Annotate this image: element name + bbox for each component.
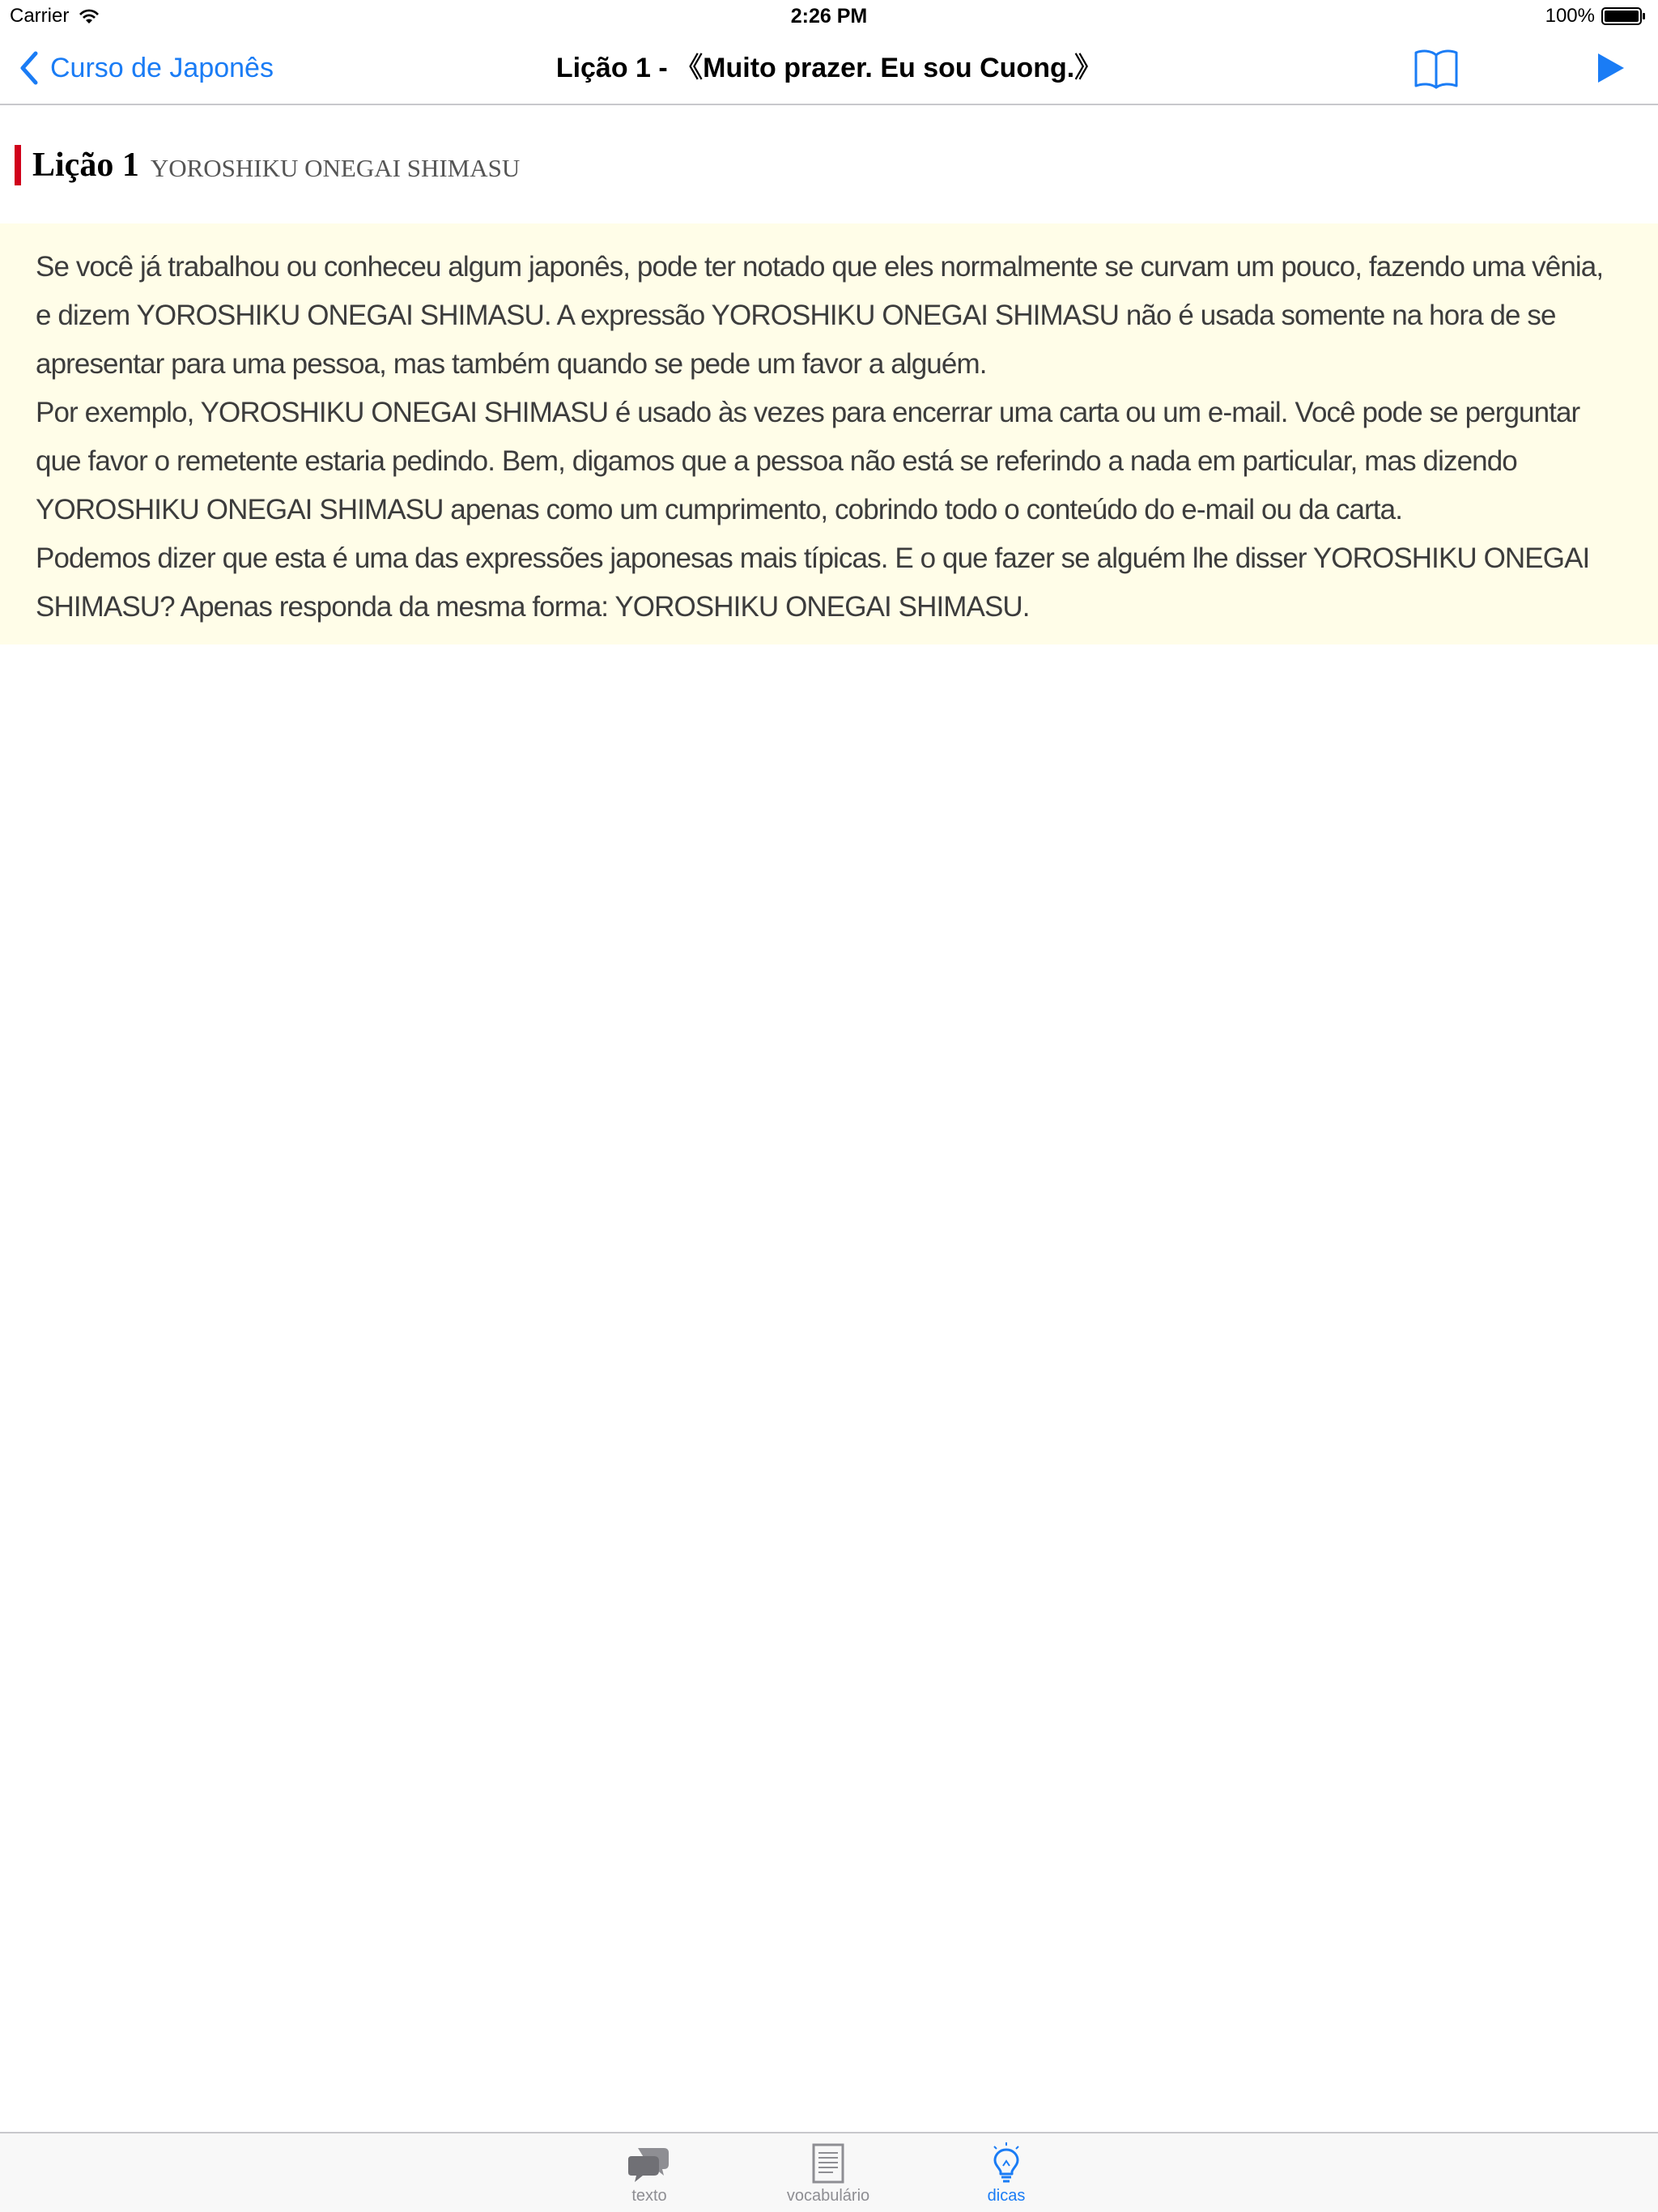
- tab-texto[interactable]: [589, 2133, 710, 2212]
- tip-paragraph: Por exemplo, YOROSHIKU ONEGAI SHIMASU é usado às vezes para encerrar uma carta ou um e-mail. Você pode se perguntar que favor o remetente estaria pedindo. Bem, digamos que a pessoa não está se referindo a nada em particular, mas dizendo YOROSHIKU ONEGAI SHIMASU apenas como um cumprimento, cobrindo todo o conteúdo do e-mail ou da carta.: [36, 397, 1580, 525]
- back-label: Curso de Japonês: [50, 52, 274, 83]
- tab-label: dicas: [987, 2187, 1026, 2205]
- lightbulb-icon: [984, 2142, 1029, 2185]
- lesson-subtitle: YOROSHIKU ONEGAI SHIMASU: [150, 154, 521, 182]
- tab-label: texto: [631, 2187, 667, 2205]
- navigation-bar: [0, 32, 1658, 105]
- chat-bubbles-icon: [627, 2142, 672, 2185]
- tip-box: [0, 223, 1658, 644]
- play-icon[interactable]: [1592, 49, 1629, 87]
- battery-icon: [1601, 6, 1647, 26]
- carrier-label: Carrier: [10, 5, 70, 27]
- tab-dicas[interactable]: [946, 2133, 1067, 2212]
- battery-indicator: [1545, 5, 1647, 28]
- page-title: Lição 1 - 《Muito prazer. Eu sou Cuong.》: [555, 53, 1103, 83]
- status-time: 2:26 PM: [790, 5, 868, 28]
- tab-vocabulario[interactable]: [767, 2133, 889, 2212]
- tab-label: vocabulário: [786, 2187, 870, 2205]
- battery-percent: 100%: [1545, 5, 1595, 27]
- tip-paragraph: Podemos dizer que esta é uma das expressões japonesas mais típicas. E o que fazer se alguém lhe disser YOROSHIKU ONEGAI SHIMASU? Apenas responda da mesma forma: YOROSHIKU ONEGAI SHIMASU.: [36, 542, 1590, 623]
- heading-accent-bar: [15, 145, 21, 185]
- document-icon: [806, 2142, 851, 2185]
- status-bar: [0, 0, 1658, 32]
- tab-bar: [0, 2132, 1658, 2212]
- lesson-title: Lição 1: [32, 147, 139, 184]
- lesson-heading: [15, 144, 520, 186]
- book-icon[interactable]: [1413, 45, 1460, 91]
- tip-paragraph: Se você já trabalhou ou conheceu algum japonês, pode ter notado que eles normalmente se curvam um pouco, fazendo uma vênia, e dizem YOROSHIKU ONEGAI SHIMASU. A expressão YOROSHIKU ONEGAI SHIMASU não é usada somente na hora de se apresentar para uma pessoa, mas também quando se pede um favor a alguém.: [36, 251, 1604, 380]
